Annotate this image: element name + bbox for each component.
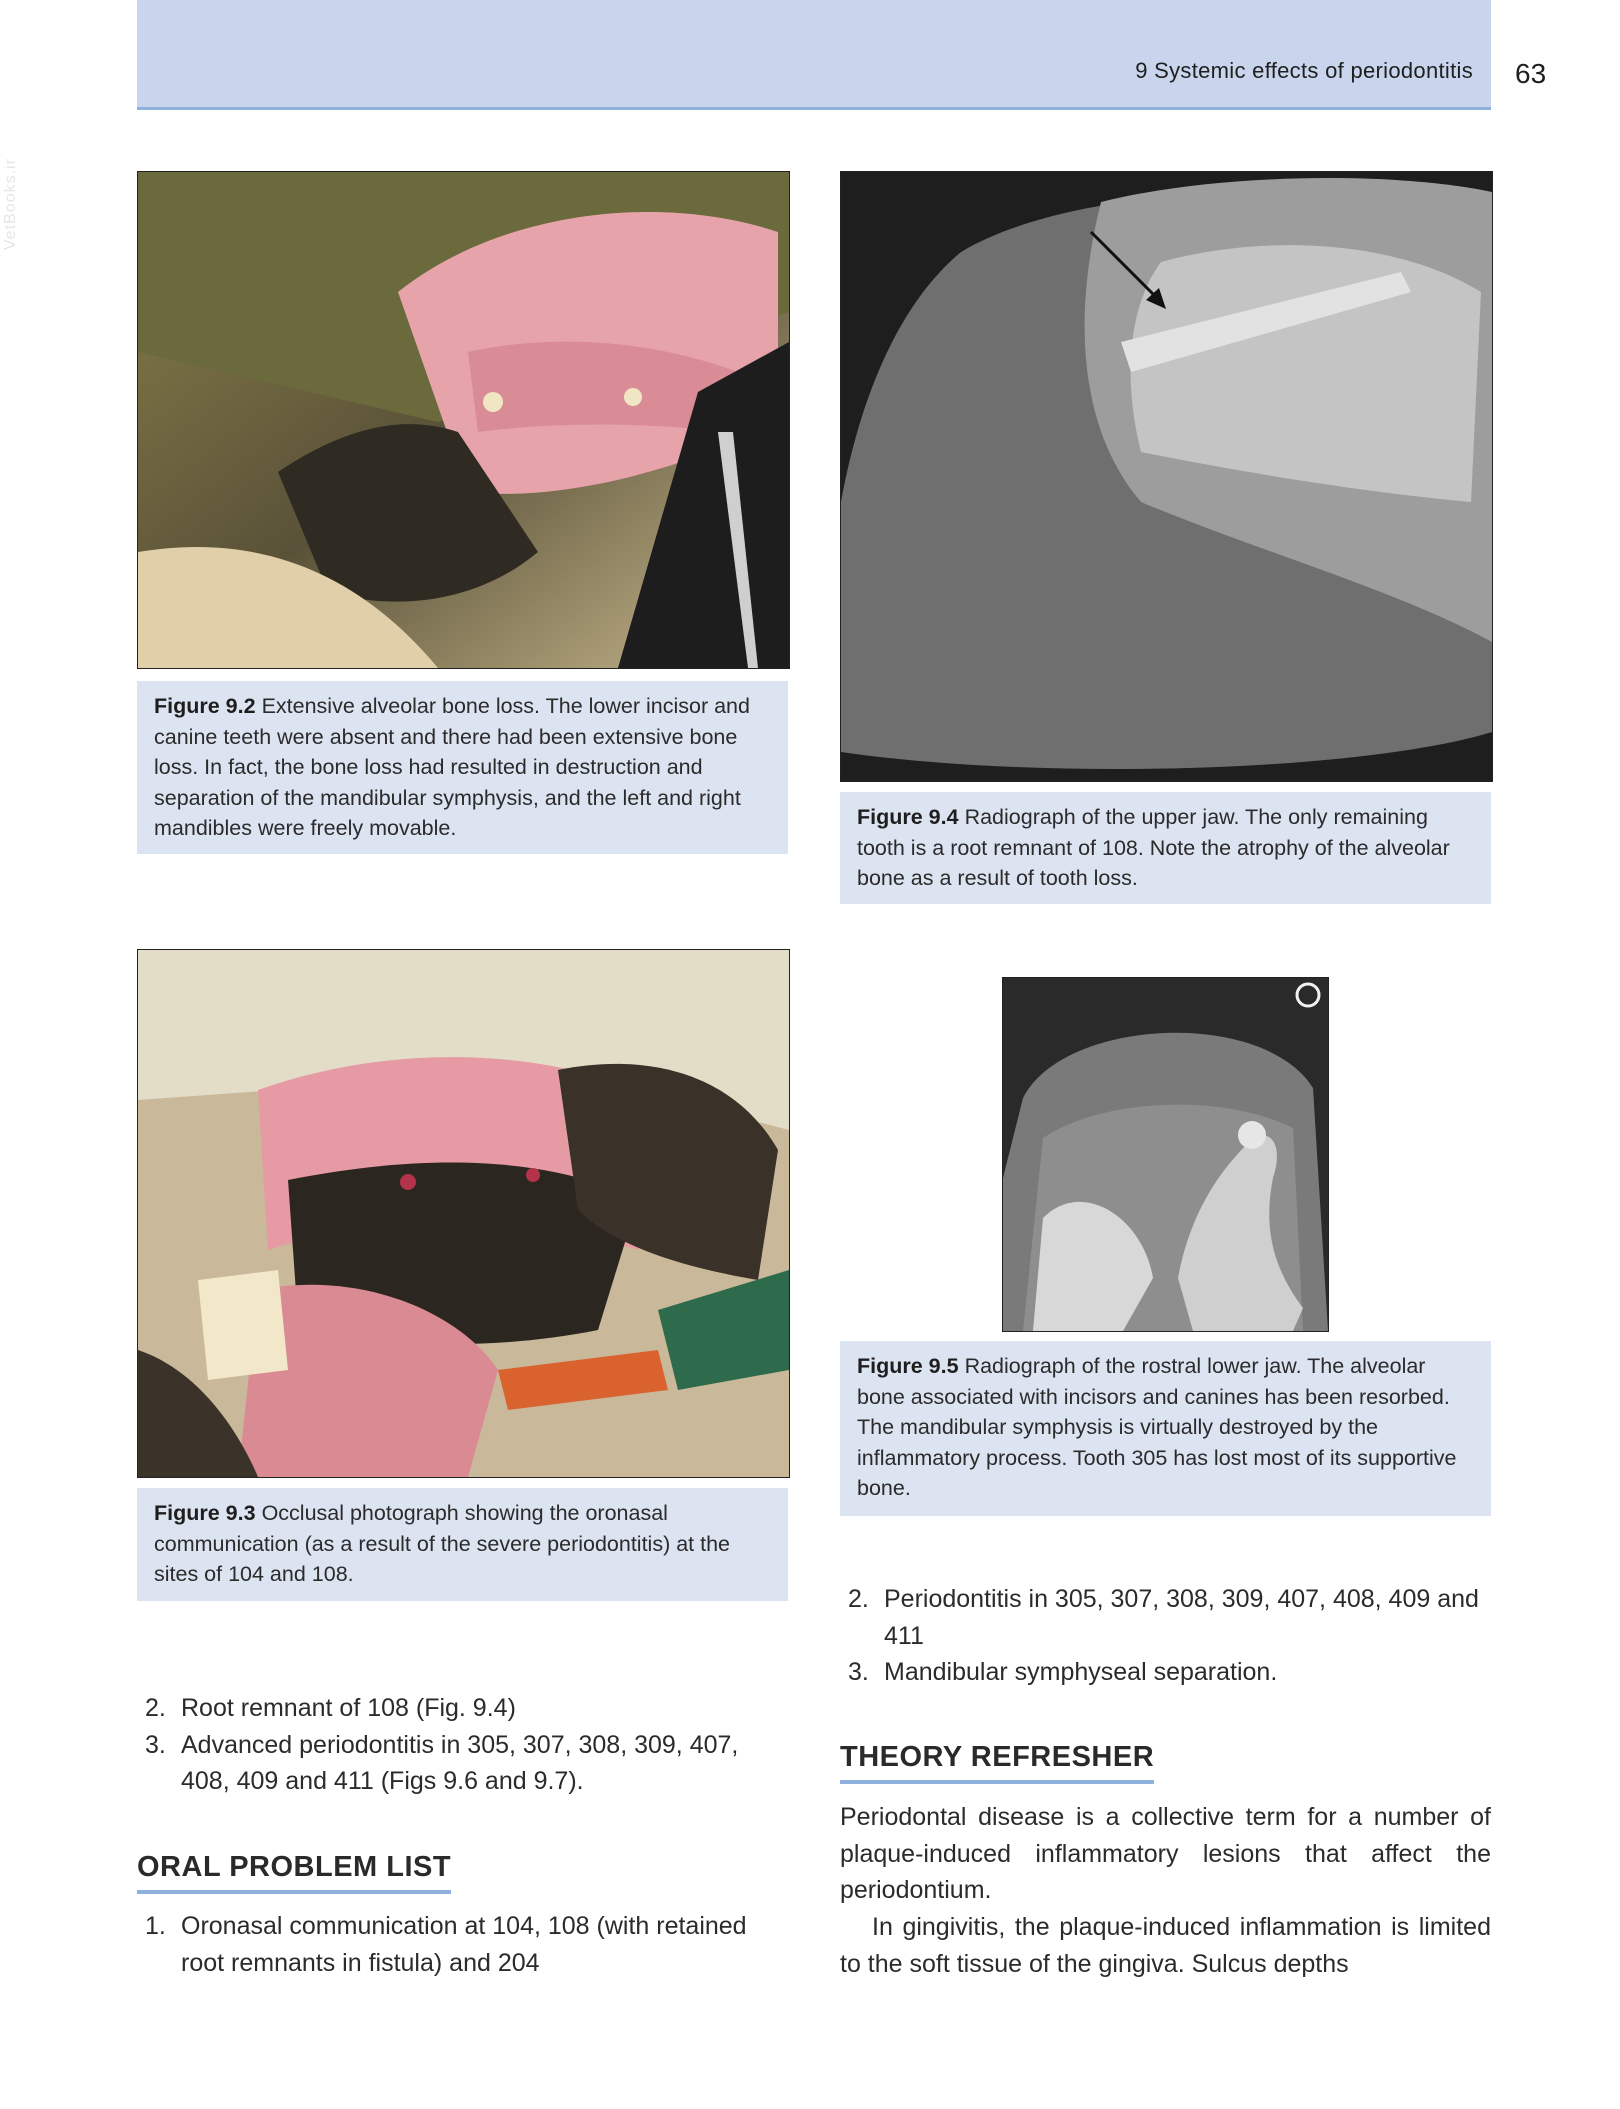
- caption-text: Occlusal photograph showing the oronasal communication (as a result of the severe periodontitis) at the sites of 104 and 108.: [154, 1501, 731, 1586]
- paragraph-1: Periodontal disease is a collective term for a number of plaque-induced inflammatory lesions that affect the periodontium.: [840, 1803, 1491, 1904]
- list-text: Periodontitis in 305, 307, 308, 309, 407, 408, 409 and 411: [884, 1585, 1479, 1650]
- figure-9-5-caption: [840, 1341, 1491, 1516]
- figure-label: Figure 9.3: [154, 1501, 256, 1525]
- list-text: Oronasal communication at 104, 108 (with retained root remnants in fistula) and 204: [181, 1912, 747, 1977]
- figure-label: Figure 9.2: [154, 694, 256, 718]
- figure-9-4-radiograph: [840, 171, 1493, 782]
- caption-text: Extensive alveolar bone loss. The lower incisor and canine teeth were absent and there had been extensive bone loss. In fact, the bone loss had resulted in destruction and separation of the mandibular symphysis, and the left and right mandibles were freely movable.: [154, 694, 750, 840]
- list-number: 3.: [145, 1730, 166, 1759]
- list-item: [840, 1654, 1491, 1691]
- chapter-title: 9 Systemic effects of periodontitis: [1135, 58, 1473, 83]
- figure-9-4-caption: [840, 792, 1491, 904]
- figure-9-2-photo: [137, 171, 790, 669]
- oral-problem-list-heading: ORAL PROBLEM LIST: [137, 1851, 451, 1894]
- running-header: [137, 0, 1491, 110]
- figure-9-3-photo: [137, 949, 790, 1478]
- list-item: [840, 1581, 1491, 1654]
- theory-refresher-heading: THEORY REFRESHER: [840, 1741, 1154, 1784]
- list-item: [137, 1727, 788, 1800]
- page-number: 63: [1515, 58, 1547, 89]
- figure-9-3-caption: [137, 1488, 788, 1601]
- list-text: Advanced periodontitis in 305, 307, 308, 309, 407, 408, 409 and 411 (Figs 9.6 and 9.7).: [181, 1730, 739, 1795]
- list-number: 1.: [145, 1912, 166, 1940]
- caption-text: Radiograph of the upper jaw. The only remaining tooth is a root remnant of 108. Note the atrophy of the alveolar bone as a result of tooth loss.: [857, 805, 1450, 890]
- list-number: 3.: [848, 1658, 869, 1686]
- list-text: Mandibular symphyseal separation.: [884, 1658, 1278, 1686]
- history-list: [137, 1690, 788, 1800]
- figure-9-2-caption: [137, 681, 788, 854]
- problem-list-left: [137, 1908, 788, 1981]
- list-text: Root remnant of 108 (Fig. 9.4): [181, 1694, 516, 1722]
- paragraph-2: In gingivitis, the plaque-induced inflammation is limited to the soft tissue of the gingiva. Sulcus depths: [840, 1913, 1491, 1978]
- caption-text: Radiograph of the rostral lower jaw. The alveolar bone associated with incisors and canines has been resorbed. The mandibular symphysis is virtually destroyed by the inflammatory process. Tooth 305 has lost most of its supportive bone.: [857, 1354, 1457, 1500]
- figure-label: Figure 9.5: [857, 1354, 959, 1378]
- list-number: 2.: [145, 1694, 166, 1722]
- list-item: [137, 1690, 788, 1727]
- watermark: VetBooks.ir: [2, 158, 19, 250]
- figure-label: Figure 9.4: [857, 805, 959, 829]
- list-number: 2.: [848, 1585, 869, 1613]
- figure-9-5-radiograph: [1002, 977, 1329, 1332]
- problem-list-right: [840, 1581, 1491, 1691]
- list-item: [137, 1908, 788, 1981]
